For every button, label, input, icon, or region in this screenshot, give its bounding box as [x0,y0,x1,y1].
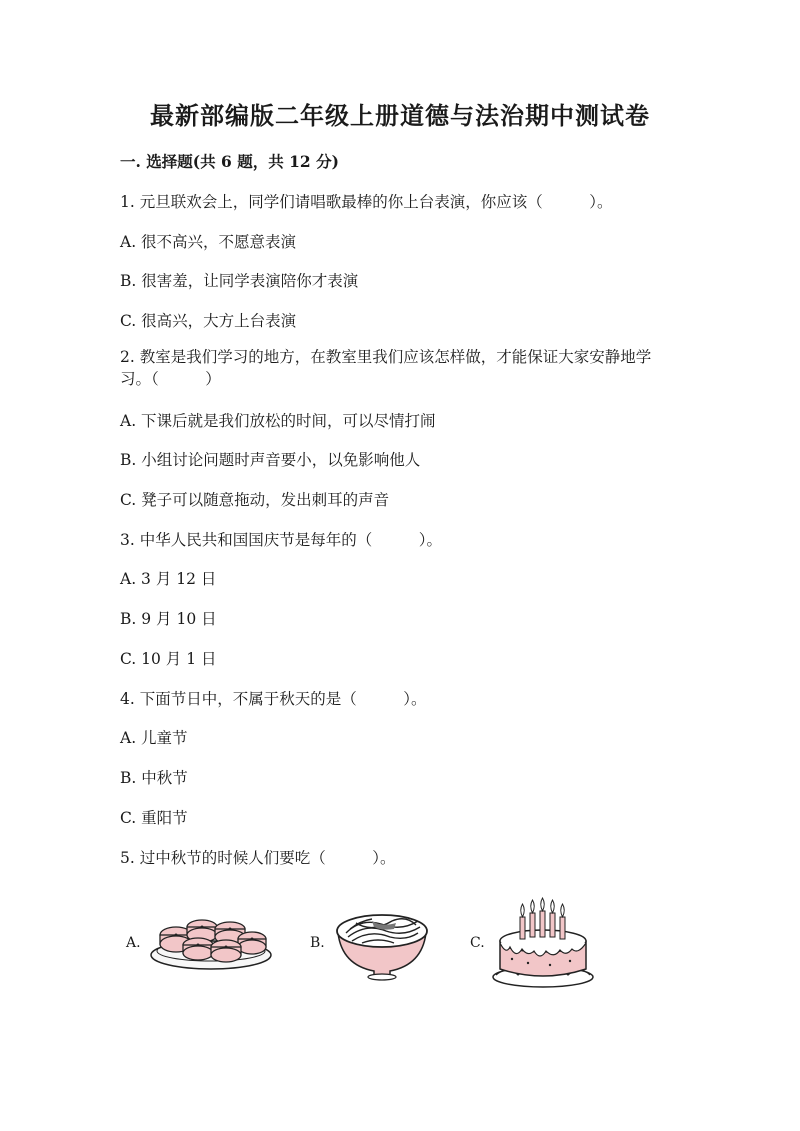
q1-option-c: C. 很高兴，大方上台表演 [120,312,297,330]
q4-option-a: A. 儿童节 [120,729,188,747]
q3-option-c: C. 10 月 1 日 [120,650,217,668]
question-2: 2. 教室是我们学习的地方，在教室里我们应该怎样做，才能保证大家安静地学习。（ ） [120,348,652,388]
q5-option-b [310,895,440,1005]
question-3: 3. 中华人民共和国国庆节是每年的（ ）。 [120,531,442,549]
q1-option-b: B. 很害羞，让同学表演陪你才表演 [120,272,359,290]
q2-option-c: C. 凳子可以随意拖动，发出刺耳的声音 [120,491,390,509]
question-4: 4. 下面节日中，不属于秋天的是（ ）。 [120,690,427,708]
q5-option-c [470,895,600,1005]
q1-option-a: A. 很不高兴，不愿意表演 [120,233,297,251]
q4-option-c: C. 重阳节 [120,809,188,827]
question-5: 5. 过中秋节的时候人们要吃（ ）。 [120,849,396,867]
q2-option-a: A. 下课后就是我们放松的时间，可以尽情打闹 [120,412,436,430]
q5-option-c-label: C. [470,935,485,951]
noodle-bowl-icon [332,903,432,983]
page-title: 最新部编版二年级上册道德与法治期中测试卷 [150,101,650,130]
q4-option-b: B. 中秋节 [120,769,188,787]
q3-option-a: A. 3 月 12 日 [120,570,217,588]
q2-option-b: B. 小组讨论问题时声音要小，以免影响他人 [120,451,421,469]
birthday-cake-icon [488,895,598,990]
q5-picture-options [120,895,600,1005]
question-1: 1. 元旦联欢会上，同学们请唱歌最棒的你上台表演，你应该（ ）。 [120,193,613,211]
q5-option-a-label: A. [126,935,141,951]
section-heading: 一. 选择题(共 6 题，共 12 分) [120,152,339,171]
q5-option-b-label: B. [310,935,325,951]
q5-option-a [120,895,280,1005]
q3-option-b: B. 9 月 10 日 [120,610,217,628]
mooncakes-icon [146,907,276,977]
